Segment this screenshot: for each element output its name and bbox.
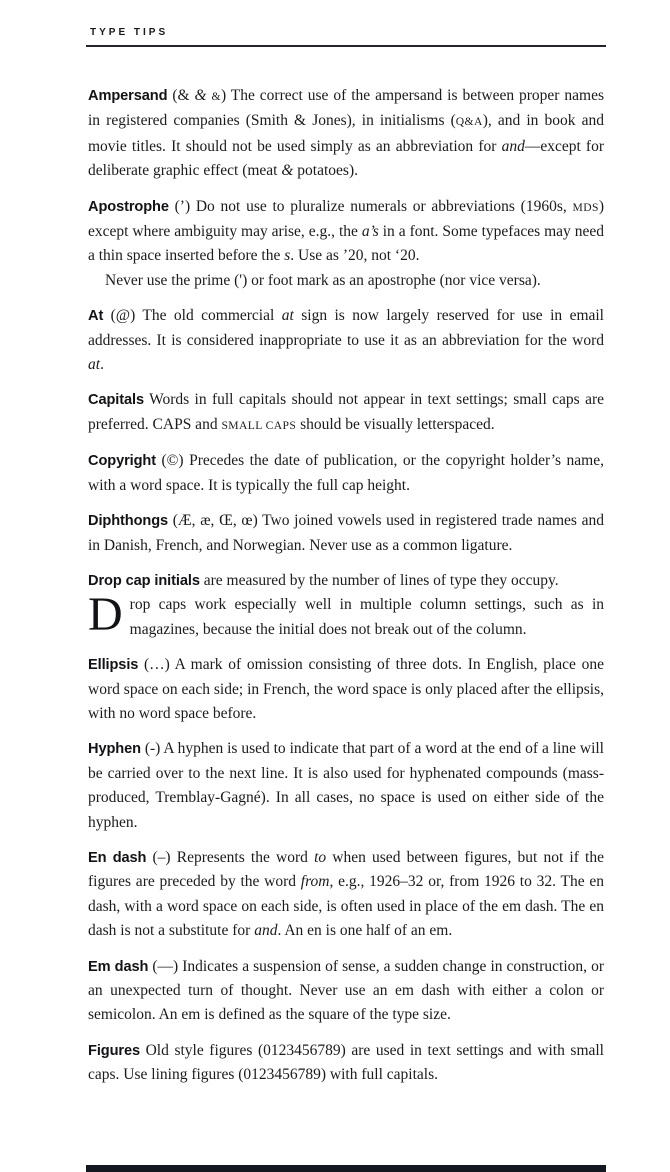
entry-term: En dash <box>88 849 147 866</box>
paragraph <box>88 653 604 726</box>
body-text: ), and in book and movie titles. It should not be used simply as an abbreviation for <box>88 112 604 155</box>
italic-text: at <box>88 356 101 374</box>
entry-term: At <box>88 308 104 325</box>
small-caps-text: Q&A <box>455 115 483 129</box>
italic-text: and <box>501 137 525 155</box>
body-text: rop caps work especially well in multiple column settings, such as in magazines, because the initial does not break out of the column. <box>129 596 604 638</box>
body-text: sign is now largely reserved for use in email addresses. It is considered inappropriate to use it as an abbreviation for the word <box>88 307 604 349</box>
italic-text: at <box>281 307 294 325</box>
body-text: (@) The old commercial <box>103 307 282 325</box>
body-text: (–) Represents the word <box>146 848 315 866</box>
footer-bar <box>86 1165 606 1172</box>
paragraph <box>88 588 604 642</box>
entry-copyright <box>88 449 604 498</box>
body-text: potatoes). <box>293 162 358 180</box>
body-text: (—) Indicates a suspension of sense, a sudden change in construction, or an unexpected turn of thought. Never use an em dash with either a colon or semicolon. An em is defined as the square of the type size. <box>88 957 604 1024</box>
entry-term: Apostrophe <box>88 198 169 215</box>
paragraph <box>88 269 604 293</box>
entry-figures <box>88 1039 604 1088</box>
entry-drop-cap-initials <box>88 569 604 642</box>
italic-text: & <box>281 162 294 180</box>
entry-term: Diphthongs <box>88 513 169 530</box>
paragraph <box>88 737 604 835</box>
paragraph <box>88 569 604 593</box>
body-text: should be visually letterspaced. <box>296 415 495 433</box>
entry-term: Hyphen <box>88 741 141 758</box>
body-text: . An en is one half of an em. <box>277 922 453 940</box>
entry-ampersand <box>88 84 604 184</box>
entry-apostrophe <box>88 195 604 294</box>
entry-term: Drop cap initials <box>88 572 200 589</box>
body-text: Words in full capitals should not appear in text settings; small caps are preferred. CAPS and <box>88 391 604 433</box>
entry-term: Capitals <box>88 392 144 409</box>
body-text: —except for deliberate graphic effect (meat <box>88 137 604 180</box>
paragraph <box>88 195 604 269</box>
small-caps-text: SMALL CAPS <box>221 418 297 432</box>
paragraph <box>88 84 604 184</box>
body-text: (& <box>167 87 195 104</box>
body-text: are measured by the number of lines of type they occupy. <box>199 571 559 589</box>
body-text: (-) A hyphen is used to indicate that part of a word at the end of a line will be carried over to the next line. It is also used for hyphenated compounds (mass-produced, Tremblay-Gagné). In all cases, no space is used on either side of the hyphen. <box>88 740 604 831</box>
italic-text: and <box>254 922 278 940</box>
body-text: Old style figures (0123456789) are used in text settings and with small caps. Use lining figures (0123456789) with full capitals. <box>88 1041 604 1084</box>
entry-term: Ampersand <box>88 88 168 104</box>
body-text: (Æ, æ, Œ, œ) Two joined vowels used in registered trade names and in Danish, French, and Norwegian. Never use as a common ligature. <box>88 512 604 554</box>
entries-list <box>88 84 604 1099</box>
entry-term: Ellipsis <box>88 657 139 674</box>
body-text: (’) Do not use to pluralize numerals or abbreviations (1960s, <box>168 197 573 215</box>
entry-term: Em dash <box>88 958 149 975</box>
italic-text: s <box>284 247 291 265</box>
entry-diphthongs <box>88 509 604 558</box>
small-caps-text: MDS <box>572 200 599 214</box>
entry-term: Copyright <box>88 453 157 470</box>
entry-ellipsis <box>88 653 604 726</box>
body-text: Never use the prime (') or foot mark as an apostrophe (nor vice versa). <box>105 271 541 289</box>
entry-en-dash <box>88 846 604 944</box>
paragraph <box>88 509 604 558</box>
paragraph <box>88 1039 604 1088</box>
italic-text: to <box>314 848 327 866</box>
entry-capitals <box>88 388 604 438</box>
body-text: (©) Precedes the date of publication, or the copyright holder’s name, with a word space. It is typically the full cap height. <box>88 452 604 494</box>
italic-text: from <box>300 873 330 891</box>
paragraph <box>88 449 604 498</box>
italic-text: a’s <box>361 223 379 241</box>
paragraph <box>88 388 604 438</box>
body-text: when used between figures, but not if the figures are preceded by the word <box>88 848 604 891</box>
page-title: TYPE TIPS <box>90 27 169 38</box>
paragraph <box>88 955 604 1028</box>
drop-cap: D <box>88 588 123 642</box>
body-text: ) except where ambiguity may arise, e.g., the <box>88 197 604 241</box>
paragraph <box>88 304 604 377</box>
body-text: ) The correct use of the ampersand is between proper names in registered companies (Smith & Jones), in initialisms ( <box>88 87 605 130</box>
body-text: , e.g., 1926–32 or, from 1926 to 32. The en dash, with a word space on each side, is often used in place of the em dash. The en dash is not a substitute for <box>88 873 604 940</box>
body-text: . <box>100 356 104 374</box>
header-rule <box>86 45 606 47</box>
small-caps-text: & <box>211 90 221 103</box>
entry-hyphen <box>88 737 604 835</box>
body-text: in a font. Some typefaces may need a thin space inserted before the <box>88 223 604 265</box>
entry-at <box>88 304 604 377</box>
body-text: . Use as ’20, not ‘20. <box>290 247 420 265</box>
body-text: (…) A mark of omission consisting of three dots. In English, place one word space on each side; in French, the word space is only placed after the ellipsis, with no word space before. <box>88 656 604 722</box>
entry-em-dash <box>88 955 604 1028</box>
italic-text: & <box>194 87 207 104</box>
paragraph <box>88 846 604 944</box>
entry-term: Figures <box>88 1042 141 1059</box>
